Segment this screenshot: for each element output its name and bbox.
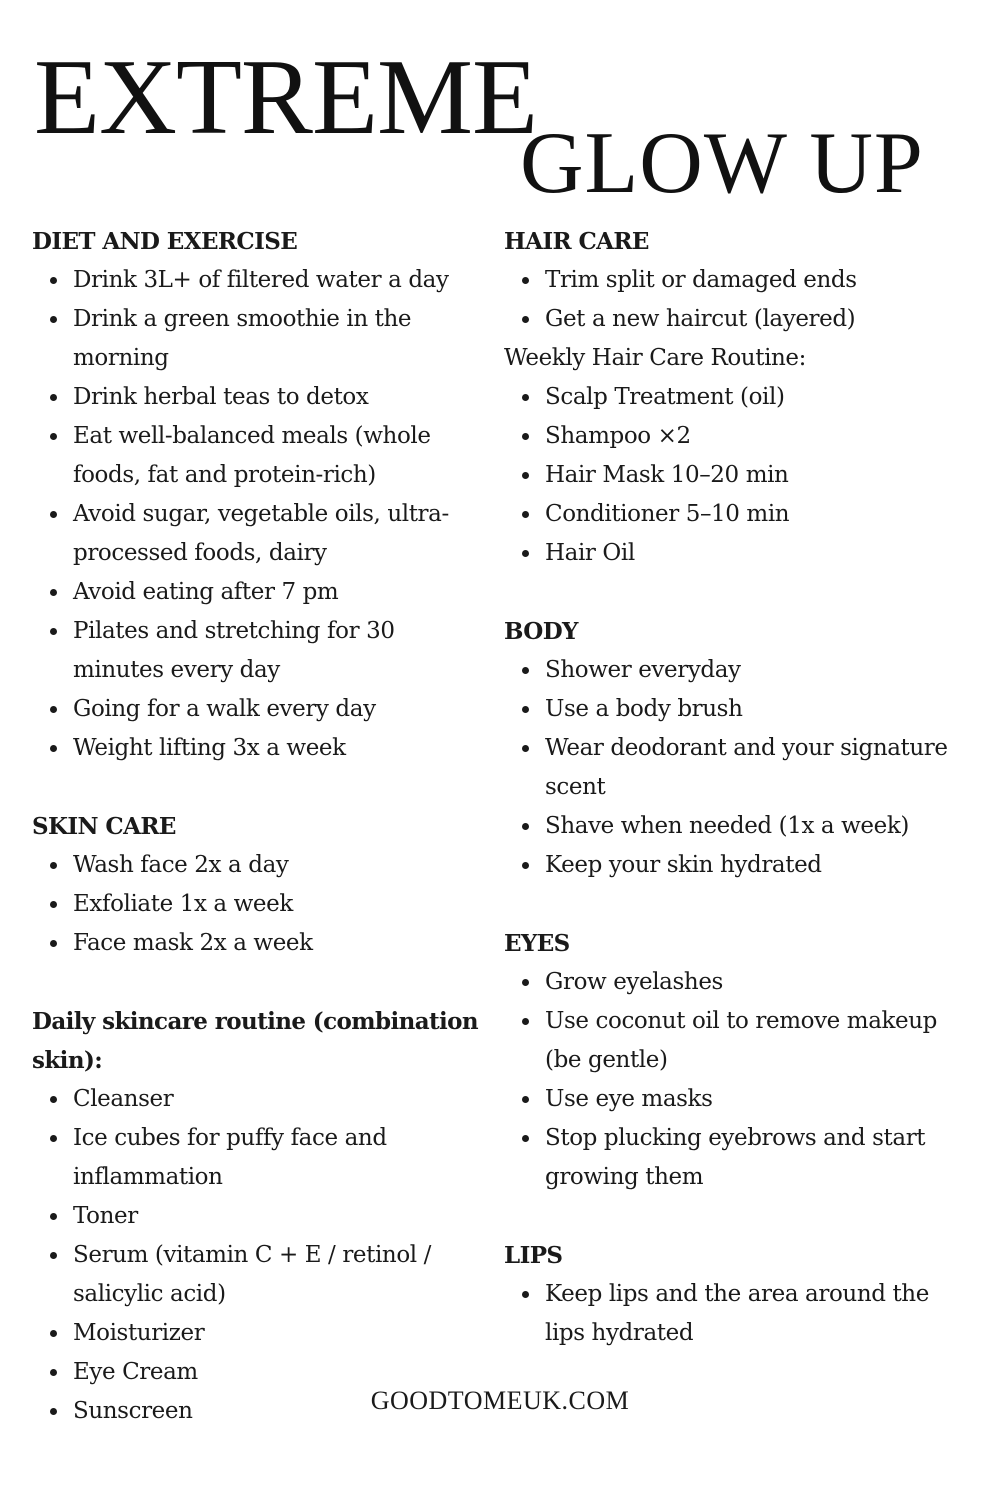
body-list	[504, 651, 974, 885]
list-item: Drink herbal teas to detox	[32, 378, 492, 417]
spacer	[504, 573, 974, 612]
eyes-heading: EYES	[504, 930, 570, 957]
list-item: Grow eyelashes	[504, 963, 974, 1002]
daily-routine-list	[32, 1080, 492, 1431]
lips-heading: LIPS	[504, 1242, 563, 1269]
list-item: Going for a walk every day	[32, 690, 492, 729]
list-item: Eat well-balanced meals (whole foods, fat and protein-rich)	[32, 417, 492, 495]
list-item: Shampoo ×2	[504, 417, 974, 456]
list-item: Moisturizer	[32, 1314, 492, 1353]
spacer	[504, 885, 974, 924]
list-item: Ice cubes for puffy face and inflammation	[32, 1119, 492, 1197]
list-item: Keep your skin hydrated	[504, 846, 974, 885]
spacer	[32, 963, 492, 1002]
list-item: Weight lifting 3x a week	[32, 729, 492, 768]
list-item: Shower everyday	[504, 651, 974, 690]
footer-website: GOODTOMEUK.COM	[370, 1386, 630, 1415]
list-item: Use coconut oil to remove makeup (be gentle)	[504, 1002, 974, 1080]
skin-care-heading: SKIN CARE	[32, 813, 176, 840]
list-item: Pilates and stretching for 30 minutes every day	[32, 612, 492, 690]
skin-care-list	[32, 846, 492, 963]
list-item: Exfoliate 1x a week	[32, 885, 492, 924]
list-item: Conditioner 5–10 min	[504, 495, 974, 534]
hair-care-heading: HAIR CARE	[504, 228, 649, 255]
list-item: Stop plucking eyebrows and start growing them	[504, 1119, 974, 1197]
weekly-hair-routine-list	[504, 378, 974, 573]
list-item: Cleanser	[32, 1080, 492, 1119]
right-column	[504, 222, 974, 1353]
list-item: Trim split or damaged ends	[504, 261, 974, 300]
list-item: Wash face 2x a day	[32, 846, 492, 885]
body-heading: BODY	[504, 618, 578, 645]
list-item: Wear deodorant and your signature scent	[504, 729, 974, 807]
spacer	[504, 1197, 974, 1236]
list-item: Shave when needed (1x a week)	[504, 807, 974, 846]
list-item: Drink a green smoothie in the morning	[32, 300, 492, 378]
daily-routine-heading: Daily skincare routine (combination skin):	[32, 1008, 479, 1074]
list-item: Avoid eating after 7 pm	[32, 573, 492, 612]
hair-care-list	[504, 261, 974, 339]
eyes-list	[504, 963, 974, 1197]
list-item: Use a body brush	[504, 690, 974, 729]
spacer	[32, 768, 492, 807]
list-item: Avoid sugar, vegetable oils, ultra-processed foods, dairy	[32, 495, 492, 573]
list-item: Face mask 2x a week	[32, 924, 492, 963]
list-item: Hair Oil	[504, 534, 974, 573]
title-extreme: EXTREME	[34, 38, 537, 157]
lips-list	[504, 1275, 974, 1353]
list-item: Keep lips and the area around the lips hydrated	[504, 1275, 974, 1353]
list-item: Drink 3L+ of filtered water a day	[32, 261, 492, 300]
left-column	[32, 222, 492, 1431]
title-glow-up: GLOW UP	[520, 115, 924, 212]
diet-exercise-heading: DIET AND EXERCISE	[32, 228, 298, 255]
list-item: Serum (vitamin C + E / retinol / salicylic acid)	[32, 1236, 492, 1314]
list-item: Use eye masks	[504, 1080, 974, 1119]
list-item: Eye Cream	[32, 1353, 492, 1392]
list-item: Toner	[32, 1197, 492, 1236]
weekly-hair-routine-label: Weekly Hair Care Routine:	[504, 345, 806, 371]
list-item: Hair Mask 10–20 min	[504, 456, 974, 495]
list-item: Sunscreen	[32, 1392, 492, 1431]
list-item: Scalp Treatment (oil)	[504, 378, 974, 417]
diet-exercise-list	[32, 261, 492, 768]
list-item: Get a new haircut (layered)	[504, 300, 974, 339]
